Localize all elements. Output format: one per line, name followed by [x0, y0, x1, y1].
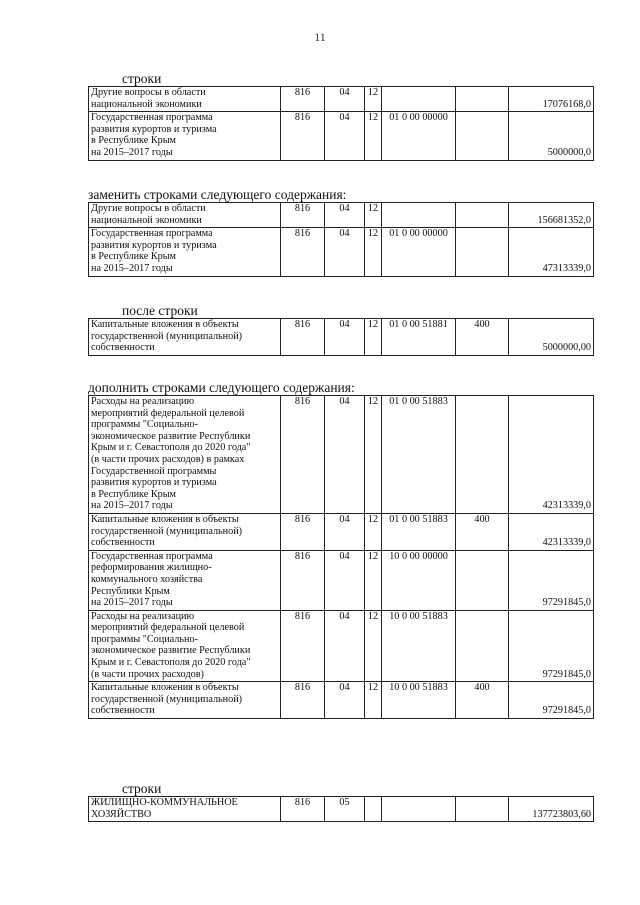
budget-table: [88, 202, 594, 277]
subsection-code-cell: 12: [365, 112, 382, 160]
target-article-code-cell: 01 0 00 51881: [382, 319, 456, 356]
expense-type-code-cell: [456, 203, 509, 228]
row-name-line: Государственная программа: [91, 228, 213, 240]
row-name-line: Расходы на реализацию: [91, 396, 195, 407]
row-name-line: (в части прочих расходов) в рамках: [91, 453, 245, 465]
amount-cell: 42313339,0: [509, 513, 594, 550]
target-article-code-cell: 10 0 00 00000: [382, 550, 456, 610]
expense-type-code-cell: [456, 797, 509, 822]
row-name-line: в Республике Крым: [91, 135, 177, 147]
table-row: [89, 610, 594, 682]
amount-cell: 5000000,00: [509, 319, 594, 356]
section-added-rows: [88, 380, 593, 719]
table-row: [89, 797, 594, 822]
row-name-line: Другие вопросы в области: [91, 87, 206, 98]
table-row: [89, 319, 594, 356]
section-code-cell: 04: [325, 513, 365, 550]
target-article-code-cell: 01 0 00 00000: [382, 112, 456, 160]
section-caption: заменить строками следующего содержания:: [88, 187, 347, 202]
row-name-line: Государственная программа: [91, 112, 213, 124]
section-caption: строки: [122, 781, 162, 796]
row-name-line: (в части прочих расходов): [91, 668, 204, 680]
section-code-cell: 04: [325, 87, 365, 112]
row-name-line: экономическое развитие Республики: [91, 645, 251, 657]
row-name-line: государственной (муниципальной): [91, 693, 243, 705]
row-name-cell: [89, 319, 281, 356]
row-name-line: мероприятий федеральной целевой: [91, 622, 245, 634]
target-article-code-cell: [382, 203, 456, 228]
section-code-cell: 04: [325, 112, 365, 160]
amount-cell: 97291845,0: [509, 682, 594, 719]
section-code-cell: 04: [325, 682, 365, 719]
subsection-code-cell: 12: [365, 682, 382, 719]
section-code-cell: 04: [325, 396, 365, 514]
amount-cell: 5000000,0: [509, 112, 594, 160]
row-name-cell: [89, 550, 281, 610]
row-name-line: коммунального хозяйства: [91, 573, 203, 585]
section-after-row: [88, 303, 593, 356]
expense-type-code-cell: 400: [456, 682, 509, 719]
subsection-code-cell: 12: [365, 610, 382, 682]
row-name-line: на 2015–2017 годы: [91, 146, 173, 158]
row-name-line: Крым и г. Севастополя до 2020 года": [91, 442, 251, 454]
section-code-cell: 04: [325, 319, 365, 356]
amount-cell: 42313339,0: [509, 396, 594, 514]
expense-type-code-cell: [456, 550, 509, 610]
department-code-cell: 816: [281, 203, 325, 228]
department-code-cell: 816: [281, 228, 325, 276]
section-code-cell: 04: [325, 610, 365, 682]
department-code-cell: 816: [281, 87, 325, 112]
section-caption: после строки: [122, 303, 198, 318]
row-name-line: национальной экономики: [91, 98, 202, 110]
row-name-line: в Республике Крым: [91, 251, 177, 263]
row-name-line: Государственная программа: [91, 550, 213, 562]
row-name-line: ЖИЛИЩНО-КОММУНАЛЬНОЕ: [91, 797, 238, 808]
subsection-code-cell: 12: [365, 203, 382, 228]
target-article-code-cell: 01 0 00 51883: [382, 396, 456, 514]
row-name-line: Крым и г. Севастополя до 2020 года": [91, 657, 251, 669]
section-code-cell: 05: [325, 797, 365, 822]
expense-type-code-cell: 400: [456, 513, 509, 550]
row-name-cell: [89, 112, 281, 160]
row-name-line: Капитальные вложения в объекты: [91, 319, 239, 330]
row-name-line: в Республике Крым: [91, 488, 177, 500]
row-name-cell: [89, 797, 281, 822]
row-name-line: развития курортов и туризма: [91, 123, 217, 135]
row-name-cell: [89, 682, 281, 719]
row-name-cell: [89, 87, 281, 112]
section-caption: строки: [122, 71, 162, 86]
table-row: [89, 513, 594, 550]
expense-type-code-cell: [456, 610, 509, 682]
table-row: [89, 396, 594, 514]
row-name-line: собственности: [91, 342, 155, 354]
row-name-cell: [89, 610, 281, 682]
amount-cell: 97291845,0: [509, 550, 594, 610]
row-name-line: на 2015–2017 годы: [91, 500, 173, 512]
row-name-line: собственности: [91, 537, 155, 549]
amount-cell: 17076168,0: [509, 87, 594, 112]
row-name-cell: [89, 513, 281, 550]
section-code-cell: 04: [325, 550, 365, 610]
row-name-line: ХОЗЯЙСТВО: [91, 808, 152, 820]
table-row: [89, 203, 594, 228]
row-name-line: Расходы на реализацию: [91, 610, 195, 622]
table-row: [89, 228, 594, 276]
department-code-cell: 816: [281, 610, 325, 682]
row-name-line: программы "Социально-: [91, 419, 198, 431]
department-code-cell: 816: [281, 112, 325, 160]
department-code-cell: 816: [281, 396, 325, 514]
amount-cell: 137723803,60: [509, 797, 594, 822]
expense-type-code-cell: [456, 112, 509, 160]
row-name-line: развития курортов и туризма: [91, 477, 217, 489]
row-name-line: мероприятий федеральной целевой: [91, 407, 245, 419]
row-name-line: Республики Крым: [91, 585, 170, 597]
section-code-cell: 04: [325, 203, 365, 228]
row-name-line: государственной (муниципальной): [91, 525, 243, 537]
target-article-code-cell: 01 0 00 51883: [382, 513, 456, 550]
row-name-line: собственности: [91, 705, 155, 717]
subsection-code-cell: 12: [365, 550, 382, 610]
budget-table: [88, 86, 594, 161]
section-code-cell: 04: [325, 228, 365, 276]
subsection-code-cell: 12: [365, 228, 382, 276]
table-row: [89, 87, 594, 112]
subsection-code-cell: 12: [365, 513, 382, 550]
section-caption: дополнить строками следующего содержания:: [88, 380, 355, 395]
subsection-code-cell: 12: [365, 87, 382, 112]
row-name-line: национальной экономики: [91, 214, 202, 226]
subsection-code-cell: 12: [365, 396, 382, 514]
row-name-line: государственной (муниципальной): [91, 330, 243, 342]
section-replacement-rows: [88, 187, 593, 277]
expense-type-code-cell: [456, 396, 509, 514]
department-code-cell: 816: [281, 682, 325, 719]
department-code-cell: 816: [281, 319, 325, 356]
budget-table: [88, 318, 594, 356]
row-name-cell: [89, 228, 281, 276]
row-name-line: Государственной программы: [91, 465, 217, 477]
target-article-code-cell: 10 0 00 51883: [382, 682, 456, 719]
department-code-cell: 816: [281, 513, 325, 550]
row-name-line: на 2015–2017 годы: [91, 597, 173, 609]
budget-table: [88, 395, 594, 719]
subsection-code-cell: [365, 797, 382, 822]
table-row: [89, 112, 594, 160]
expense-type-code-cell: [456, 228, 509, 276]
table-row: [89, 550, 594, 610]
row-name-line: программы "Социально-: [91, 633, 198, 645]
budget-table: [88, 796, 594, 822]
row-name-line: Другие вопросы в области: [91, 203, 206, 214]
row-name-line: Капитальные вложения в объекты: [91, 682, 239, 694]
subsection-code-cell: 12: [365, 319, 382, 356]
expense-type-code-cell: 400: [456, 319, 509, 356]
department-code-cell: 816: [281, 550, 325, 610]
row-name-line: развития курортов и туризма: [91, 239, 217, 251]
department-code-cell: 816: [281, 797, 325, 822]
section-original-rows: [88, 71, 593, 161]
row-name-line: Капитальные вложения в объекты: [91, 513, 239, 525]
row-name-line: экономическое развитие Республики: [91, 430, 251, 442]
target-article-code-cell: 01 0 00 00000: [382, 228, 456, 276]
page-number: 11: [314, 30, 326, 44]
amount-cell: 47313339,0: [509, 228, 594, 276]
row-name-line: реформирования жилищно-: [91, 562, 212, 574]
target-article-code-cell: [382, 797, 456, 822]
expense-type-code-cell: [456, 87, 509, 112]
target-article-code-cell: 10 0 00 51883: [382, 610, 456, 682]
amount-cell: 97291845,0: [509, 610, 594, 682]
row-name-line: на 2015–2017 годы: [91, 262, 173, 274]
row-name-cell: [89, 203, 281, 228]
row-name-cell: [89, 396, 281, 514]
section-final-rows: [88, 781, 593, 822]
table-row: [89, 682, 594, 719]
amount-cell: 156681352,0: [509, 203, 594, 228]
target-article-code-cell: [382, 87, 456, 112]
